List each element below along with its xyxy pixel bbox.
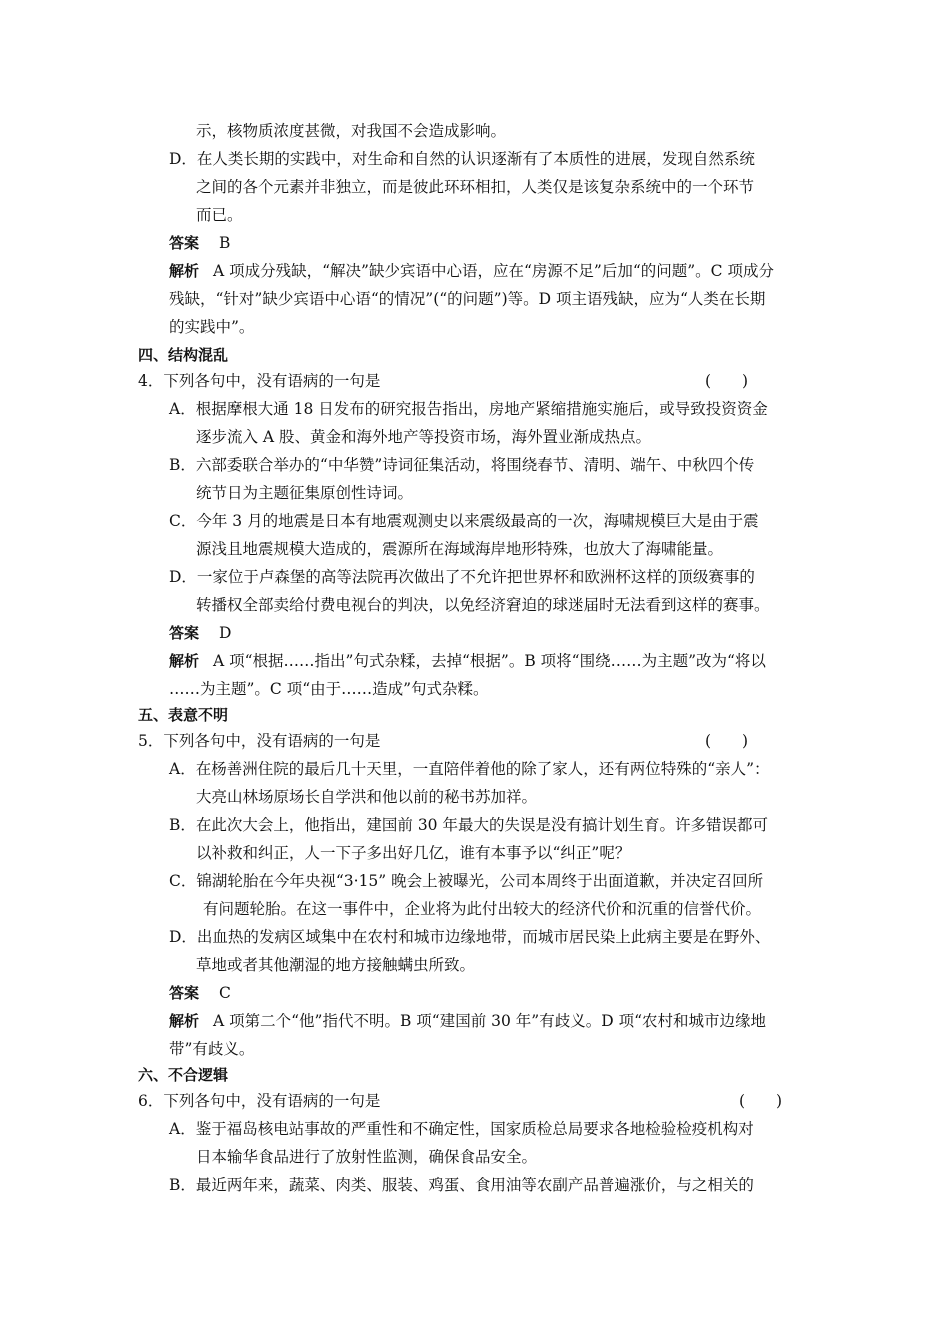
- option-a-line: A．根据摩根大通 18 日发布的研究报告指出，房地产紧缩措施实施后，或导致投资资金: [169, 400, 768, 418]
- analysis-row: [169, 1011, 766, 1031]
- option-b-line: B．六部委联合举办的“中华赞”诗词征集活动，将围绕春节、清明、端午、中秋四个传: [169, 456, 755, 474]
- analysis-row: [169, 651, 766, 671]
- answer-row: [169, 623, 231, 643]
- answer-blank: ( ): [705, 732, 749, 750]
- option-b-line: B．最近两年来，蔬菜、肉类、服装、鸡蛋、食用油等农副产品普遍涨价，与之相关的: [169, 1176, 754, 1194]
- option-b-line: B．在此次大会上，他指出，建国前 30 年最大的失误是没有搞计划生育。许多错误都可: [169, 816, 768, 834]
- analysis-label: 解析: [169, 1012, 200, 1030]
- answer-row: [169, 233, 230, 253]
- section-heading: 六、不合逻辑: [138, 1066, 229, 1084]
- analysis-row: [169, 261, 774, 281]
- answer-value: D: [219, 624, 232, 642]
- question-stem: 5．下列各句中，没有语病的一句是: [138, 732, 381, 750]
- question-stem: 4．下列各句中，没有语病的一句是: [138, 372, 381, 390]
- answer-value: B: [219, 234, 231, 252]
- analysis-label: 解析: [169, 262, 200, 280]
- option-d-line: 转播权全部卖给付费电视台的判决，以免经济窘迫的球迷届时无法看到这样的赛事。: [196, 596, 770, 614]
- option-c-line: C．锦湖轮胎在今年央视“3·15” 晚会上被曝光，公司本周终于出面道歉，并决定召回所: [169, 872, 764, 890]
- answer-label: 答案: [169, 624, 200, 642]
- option-c-line: C．今年 3 月的地震是日本有地震观测史以来震级最高的一次，海啸规模巨大是由于震: [169, 512, 759, 530]
- analysis-text: A 项成分残缺，“解决”缺少宾语中心语，应在“房源不足”后加“的问题”。C 项成分: [213, 262, 774, 280]
- analysis-text: A 项第二个“他”指代不明。B 项“建国前 30 年”有歧义。D 项“农村和城市边缘地: [213, 1012, 767, 1030]
- answer-label: 答案: [169, 234, 200, 252]
- section-heading: 五、表意不明: [138, 706, 229, 724]
- answer-blank: ( ): [739, 1092, 783, 1110]
- option-a-line: 日本输华食品进行了放射性监测，确保食品安全。: [196, 1148, 538, 1166]
- analysis-text: 的实践中”。: [169, 318, 255, 336]
- option-d-line: 之间的各个元素并非独立，而是彼此环环相扣，人类仅是该复杂系统中的一个环节: [196, 178, 755, 196]
- analysis-text: A 项“根据……指出”句式杂糅，去掉“根据”。B 项将“围绕……为主题”改为“将以: [213, 652, 766, 670]
- question-stem: 6．下列各句中，没有语病的一句是: [138, 1092, 381, 1110]
- option-d-line: 而已。: [196, 206, 243, 224]
- option-a-line: A．在杨善洲住院的最后几十天里，一直陪伴着他的除了家人，还有两位特殊的“亲人”：: [169, 760, 770, 778]
- analysis-text: 残缺，“针对”缺少宾语中心语“的情况”(“的问题”)等。D 项主语残缺，应为“人类在长期: [169, 290, 766, 308]
- answer-value: C: [219, 984, 231, 1002]
- answer-row: [169, 983, 231, 1003]
- option-c-tail: 示，核物质浓度甚微，对我国不会造成影响。: [196, 122, 507, 140]
- option-d-line: D．出血热的发病区域集中在农村和城市边缘地带，而城市居民染上此病主要是在野外、: [169, 928, 771, 946]
- option-a-line: 逐步流入 A 股、黄金和海外地产等投资市场，海外置业渐成热点。: [196, 428, 652, 446]
- option-d-line: 草地或者其他潮湿的地方接触螨虫所致。: [196, 956, 476, 974]
- option-d-line: D．一家位于卢森堡的高等法院再次做出了不允许把世界杯和欧洲杯这样的顶级赛事的: [169, 568, 755, 586]
- answer-blank: ( ): [705, 372, 749, 390]
- section-heading: 四、结构混乱: [138, 346, 229, 364]
- option-a-line: 大亮山林场原场长自学洪和他以前的秘书苏加祥。: [196, 788, 538, 806]
- analysis-text: ……为主题”。C 项“由于……造成”句式杂糅。: [169, 680, 489, 698]
- analysis-label: 解析: [169, 652, 200, 670]
- analysis-text: 带”有歧义。: [169, 1040, 255, 1058]
- option-d-line: D．在人类长期的实践中，对生命和自然的认识逐渐有了本质性的进展，发现自然系统: [169, 150, 755, 168]
- answer-label: 答案: [169, 984, 200, 1002]
- option-b-line: 以补救和纠正，人一下子多出好几亿，谁有本事予以“纠正”呢？: [196, 844, 631, 862]
- option-c-line: 源浅且地震规模大造成的，震源所在海域海岸地形特殊，也放大了海啸能量。: [196, 540, 724, 558]
- option-b-line: 统节日为主题征集原创性诗词。: [196, 484, 414, 502]
- option-c-line: 有问题轮胎。在这一事件中，企业将为此付出较大的经济代价和沉重的信誉代价。: [203, 900, 762, 918]
- option-a-line: A．鉴于福岛核电站事故的严重性和不确定性，国家质检总局要求各地检验检疫机构对: [169, 1120, 754, 1138]
